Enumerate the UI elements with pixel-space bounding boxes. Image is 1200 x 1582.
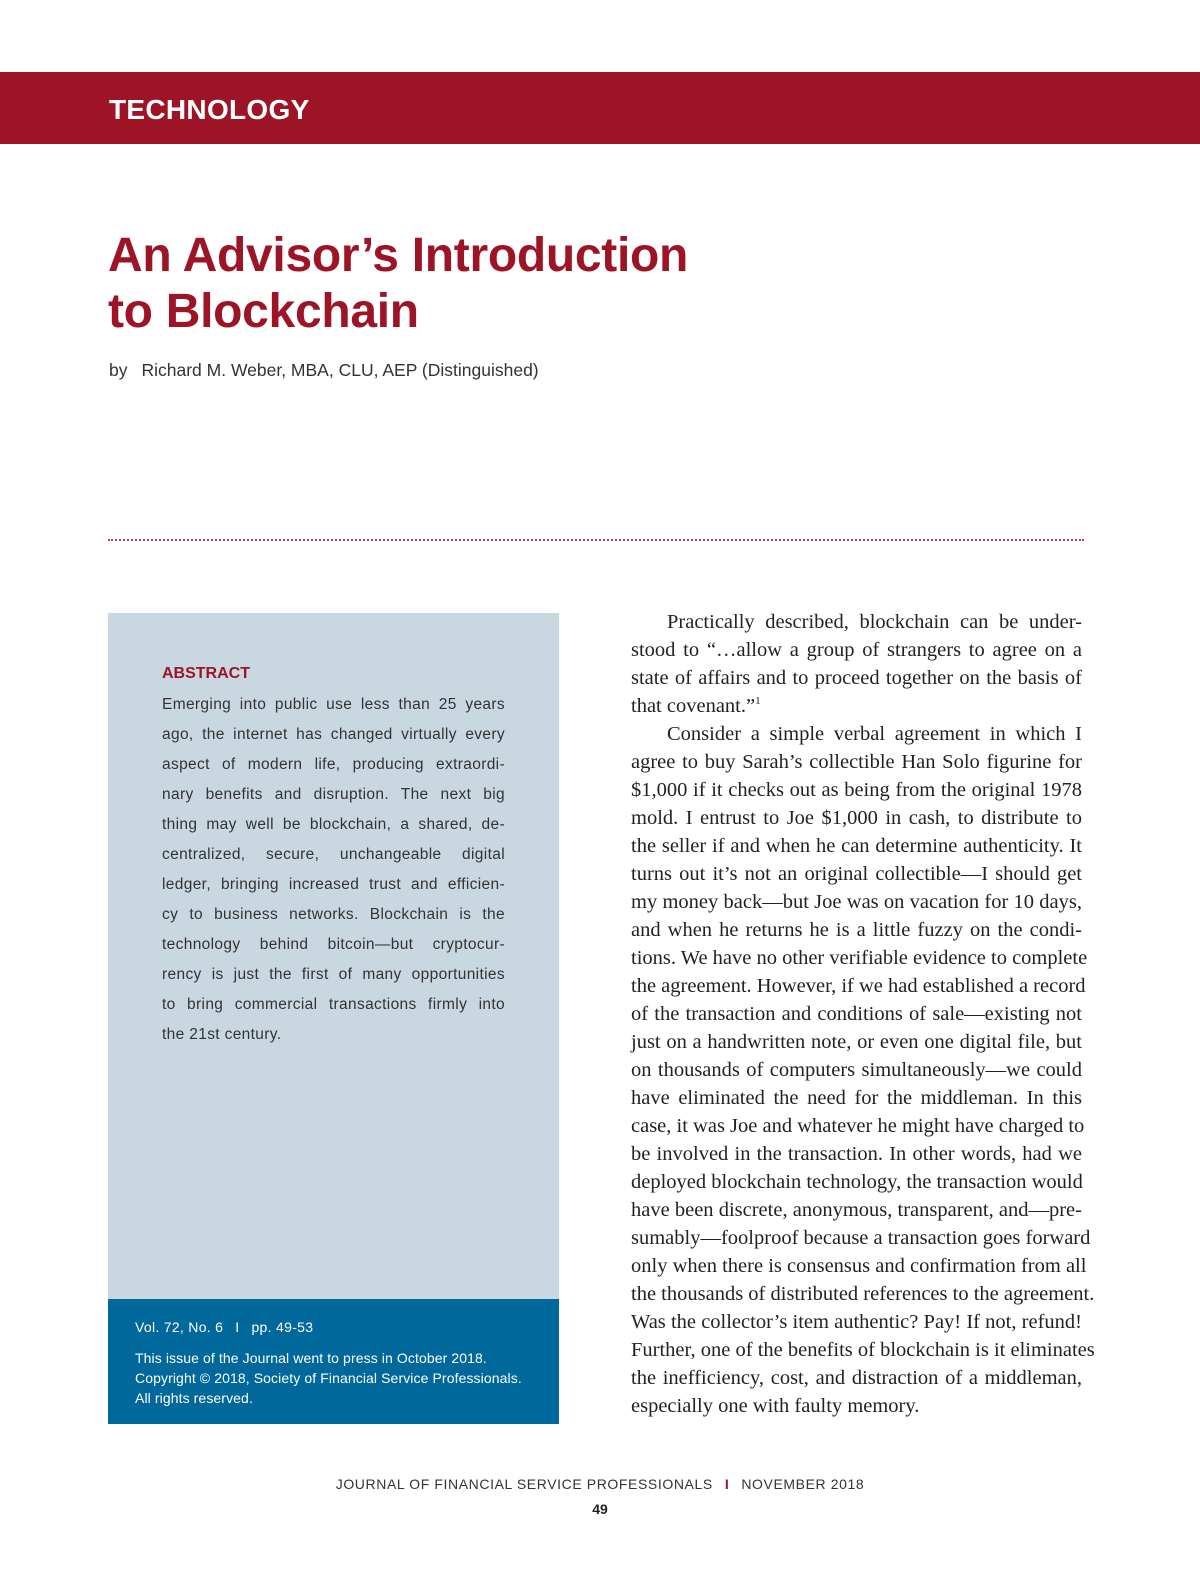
body-line-with-footnote: [631, 692, 1082, 720]
body-line: case, it was Joe and whatever he might have charged to: [631, 1115, 1085, 1137]
body-line: my money back—but Joe was on vacation for 10 days,: [631, 891, 1082, 913]
page-number: 49: [592, 1501, 608, 1517]
issue-date: NOVEMBER 2018: [741, 1476, 865, 1492]
article-body: [631, 608, 1095, 1420]
abstract-line: cy to business networks. Blockchain is the: [162, 906, 505, 923]
abstract-line: Emerging into public use less than 25 years: [162, 696, 505, 713]
body-line: especially one with faulty memory.: [631, 1395, 920, 1417]
section-label: TECHNOLOGY: [109, 94, 310, 125]
body-line: tions. We have no other verifiable evidence to complete: [631, 947, 1088, 969]
footer-separator: I: [724, 1476, 730, 1492]
abstract-line: the 21st century.: [162, 1026, 282, 1043]
body-line: have been discrete, anonymous, transparent, and—pre-: [631, 1199, 1082, 1221]
footnote-marker: 1: [755, 695, 761, 708]
body-line: Consider a simple verbal agreement in which I: [667, 723, 1082, 745]
article-title: [108, 228, 828, 340]
body-line: agree to buy Sarah’s collectible Han Solo figurine for: [631, 751, 1082, 773]
body-line: Was the collector’s item authentic? Pay! If not, refund!: [631, 1311, 1082, 1333]
abstract-text: [162, 690, 505, 1050]
journal-name: JOURNAL OF FINANCIAL SERVICE PROFESSIONALS: [335, 1476, 713, 1492]
issue-pages: pp. 49-53: [251, 1319, 314, 1335]
press-notice-line: Copyright © 2018, Society of Financial Service Professionals.: [135, 1370, 522, 1386]
article-title-line: to Blockchain: [108, 285, 419, 338]
body-line: the thousands of distributed references to the agreement.: [631, 1283, 1095, 1305]
dotted-divider: [108, 539, 1084, 541]
author-name: Richard M. Weber, MBA, CLU, AEP (Distinguished): [141, 360, 539, 380]
body-line: state of affairs and to proceed together on the basis of: [631, 667, 1082, 689]
abstract-line: nary benefits and disruption. The next big: [162, 786, 505, 803]
body-line: only when there is consensus and confirmation from all: [631, 1255, 1087, 1277]
issue-info-box: [108, 1299, 559, 1424]
abstract-line: technology behind bitcoin—but cryptocur-: [162, 936, 505, 953]
body-line: of the transaction and conditions of sale—existing not: [631, 1003, 1082, 1025]
abstract-line: to bring commercial transactions firmly into: [162, 996, 505, 1013]
abstract-line: ledger, bringing increased trust and efficien-: [162, 876, 505, 893]
body-line: the agreement. However, if we had established a record: [631, 975, 1086, 997]
body-line: the seller if and when he can determine authenticity. It: [631, 835, 1082, 857]
body-line: stood to “…allow a group of strangers to agree on a: [631, 639, 1082, 661]
press-notice: [135, 1348, 545, 1408]
issue-volume-line: [135, 1317, 313, 1337]
body-line: that covenant.”: [631, 695, 756, 717]
body-line: the inefficiency, cost, and distraction of a middleman,: [631, 1367, 1082, 1389]
page-footer: [0, 1474, 1200, 1494]
abstract-line: ago, the internet has changed virtually every: [162, 726, 505, 743]
body-line: $1,000 if it checks out as being from the original 1978: [631, 779, 1082, 801]
body-line: deployed blockchain technology, the transaction would: [631, 1171, 1083, 1193]
abstract-heading: ABSTRACT: [162, 665, 250, 682]
issue-volume: Vol. 72, No. 6: [135, 1319, 224, 1335]
body-line: on thousands of computers simultaneously—we could: [631, 1059, 1082, 1081]
body-line: mold. I entrust to Joe $1,000 in cash, to distribute to: [631, 807, 1082, 829]
body-line: just on a handwritten note, or even one digital file, but: [631, 1031, 1082, 1053]
body-line: and when he returns he is a little fuzzy on the condi-: [631, 919, 1082, 941]
byline: [109, 358, 539, 382]
press-notice-line: This issue of the Journal went to press in October 2018.: [135, 1350, 487, 1366]
body-line: Practically described, blockchain can be under-: [667, 611, 1082, 633]
article-title-line: An Advisor’s Introduction: [108, 229, 689, 282]
abstract-line: thing may well be blockchain, a shared, de-: [162, 816, 505, 833]
byline-prefix: by: [109, 360, 128, 380]
press-notice-line: All rights reserved.: [135, 1390, 253, 1406]
issue-separator: I: [235, 1319, 240, 1335]
abstract-line: centralized, secure, unchangeable digital: [162, 846, 505, 863]
body-line: turns out it’s not an original collectible—I should get: [631, 863, 1082, 885]
body-line: have eliminated the need for the middleman. In this: [631, 1087, 1082, 1109]
body-line: sumably—foolproof because a transaction goes forward: [631, 1227, 1091, 1249]
body-line: Further, one of the benefits of blockchain is it eliminates: [631, 1339, 1095, 1361]
abstract-line: aspect of modern life, producing extraordi-: [162, 756, 505, 773]
body-line: be involved in the transaction. In other words, had we: [631, 1143, 1082, 1165]
abstract-line: rency is just the first of many opportunities: [162, 966, 505, 983]
